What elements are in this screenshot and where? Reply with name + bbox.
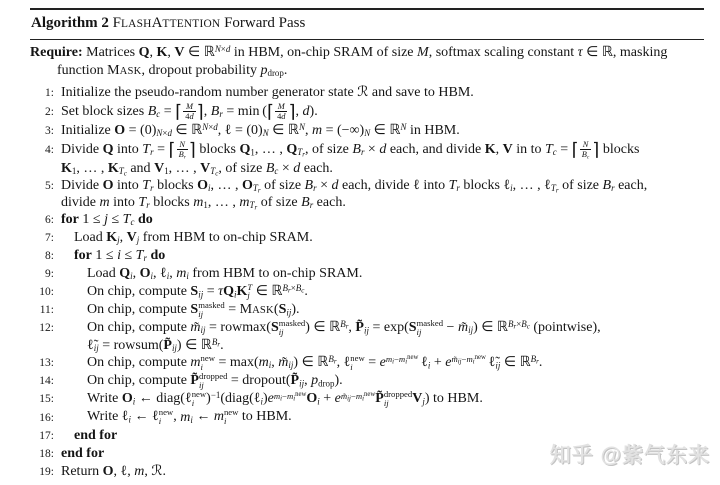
algorithm-box	[30, 8, 704, 485]
algorithm-lines	[30, 84, 704, 481]
line-content: end for	[61, 445, 105, 461]
line-number: 9:	[45, 267, 54, 280]
line-content: On chip, compute P̃ dropped ij = $dropout(P̃_{ij}$, $p_{drop}$).	[87, 371, 343, 390]
line-content: Initialize the pseudo-random number generator state ℛ and save to HBM.	[61, 85, 474, 100]
line-content: Divide Q into $T_r$ = ⌈ $\frac{N}{B_r}$ ⌉ blocks $Q_1$, … , $Q_{T_r}$, of size $B_r \times d$ each, and divide K, V in to $T_c$ = ⌈ $\frac{N}{B_c}$ ⌉ blocks $K_1$, … , $K_{T_c}$ and $V_1$, … , $V_{T_c}$, of size $B_c \times d$ each.	[61, 139, 640, 178]
algo-line	[30, 140, 704, 177]
line-number: 5:	[45, 179, 54, 192]
algo-line	[30, 354, 704, 372]
algo-line	[30, 408, 704, 426]
line-content: Load $Q_i$, $O_i$, ℓ$_i$, $m_i$ from HBM to on-chip SRAM.	[87, 265, 363, 281]
line-number: 4:	[45, 143, 54, 156]
line-content: Set block sizes $B_c$ = ⌈ $\frac{M}{4d}$ ⌉, $B_r = \min$ (⌈ $\frac{M}{4d}$ ⌉, d).	[61, 101, 318, 122]
line-content: On chip, compute $S_{ij} = \tau Q_iK$ T j ∈ ℝ$^{B_r\times B_c}$.	[87, 281, 308, 301]
line-content: On chip, compute S masked ij = $MASK(S_{ij})$.	[87, 299, 300, 319]
require-block	[30, 44, 704, 81]
algorithm-label: Algorithm 2	[31, 15, 109, 31]
algo-line	[30, 177, 704, 211]
line-number: 18:	[39, 447, 54, 460]
line-number: 8:	[45, 249, 54, 262]
header-rule	[30, 39, 704, 40]
line-number: 19:	[39, 465, 54, 478]
line-number: 1:	[45, 87, 54, 99]
line-number: 14:	[39, 375, 54, 388]
line-content: Write $O_i$ ← diag(ℓ new i )$^{-1}(diag(\ell_i)e^{m_i-m_i^{new}}O_i$ + $e^{m̃_{ij}-m_i^{new}}P̃$ dropped ij $V_j$) to HBM.	[87, 389, 483, 409]
line-number: 12:	[39, 322, 54, 335]
algo-line	[30, 283, 704, 301]
line-content: for $1 \le i \le T_r$ do	[74, 247, 166, 263]
line-content: Load $K_j$, $V_j$ from HBM to on-chip SRAM.	[74, 229, 313, 245]
algo-line	[30, 102, 704, 122]
line-number: 11:	[39, 304, 54, 317]
line-number: 6:	[45, 213, 54, 226]
line-content: Initialize $O = (0)_{N\times d}$ ∈ ℝ$^{N\times d}$, ℓ = $(0)_N$ ∈ ℝ$^N$, $m = (-\infty)_N$ ∈ ℝ$^N$ in HBM.	[61, 121, 460, 139]
algo-line	[30, 319, 704, 354]
line-content: On chip, compute $m̃_{ij} = rowmax(S$ masked ij ) ∈ ℝ$^{B_r}$, $P̃_{ij} = \exp(S$ masked ij − $m̃_{ij}$) ∈ ℝ$^{B_r\times B_c}$ (pointwise), $\ell̃_{ij}$ = $rowsum(P̃_{ij})$ ∈ ℝ$^{B_r}$.	[87, 318, 601, 354]
algo-line	[30, 211, 704, 229]
zhihu-watermark: 知乎 @紫气东来	[549, 444, 710, 467]
algo-line	[30, 122, 704, 140]
line-number: 17:	[39, 429, 54, 442]
line-number: 10:	[39, 285, 54, 298]
line-content: Write ℓ$_i$ ← ℓ new i , $m_i$ ← m new i to HBM.	[87, 407, 292, 427]
line-content: Return O, ℓ, m, ℛ.	[61, 463, 167, 479]
algorithm-header	[30, 10, 704, 38]
require-text: Matrices Q, K, V ∈ ℝ$^{N\times d}$ in HBM, on-chip SRAM of size M, softmax scaling constant τ ∈ ℝ, masking function MASK, dropout probability $p_{drop}$.	[57, 43, 668, 79]
line-content: Divide O into $T_r$ blocks $O_i$, … , $O_{T_r}$ of size $B_r \times d$ each, divide ℓ into $T_r$ blocks ℓ$_i$, … , ℓ$_{T_r}$ of size $B_r$ each, divide m into $T_r$ blocks $m_1$, … , $m_{T_r}$ of size $B_r$ each.	[61, 177, 648, 212]
algo-line	[30, 247, 704, 265]
line-number: 2:	[45, 106, 54, 119]
algo-line	[30, 372, 704, 390]
line-number: 3:	[45, 124, 54, 137]
algo-line	[30, 301, 704, 319]
algo-line	[30, 84, 704, 102]
line-content: On chip, compute m new i = $\max(m_i$, $m̃_{ij}$) ∈ ℝ$^{B_r}$, ℓ new i = $e^{m_i-m_i^{new}}$ ℓ$_i$ + $e^{m̃_{ij}-m_i^{new}}$ $\ell̃_{ij}$ ∈ ℝ$^{B_r}$.	[87, 352, 543, 372]
line-number: 13:	[39, 357, 54, 369]
line-number: 16:	[39, 411, 54, 424]
line-content: for $1 \le j \le T_c$ do	[61, 211, 153, 227]
line-content: end for	[74, 427, 118, 443]
algo-line	[30, 229, 704, 247]
line-number: 15:	[39, 393, 54, 406]
algo-line	[30, 390, 704, 408]
line-number: 7:	[45, 231, 54, 244]
algo-line	[30, 265, 704, 283]
algorithm-title: FLASHATTENTION Forward Pass	[112, 15, 306, 31]
require-keyword: Require:	[30, 45, 83, 60]
